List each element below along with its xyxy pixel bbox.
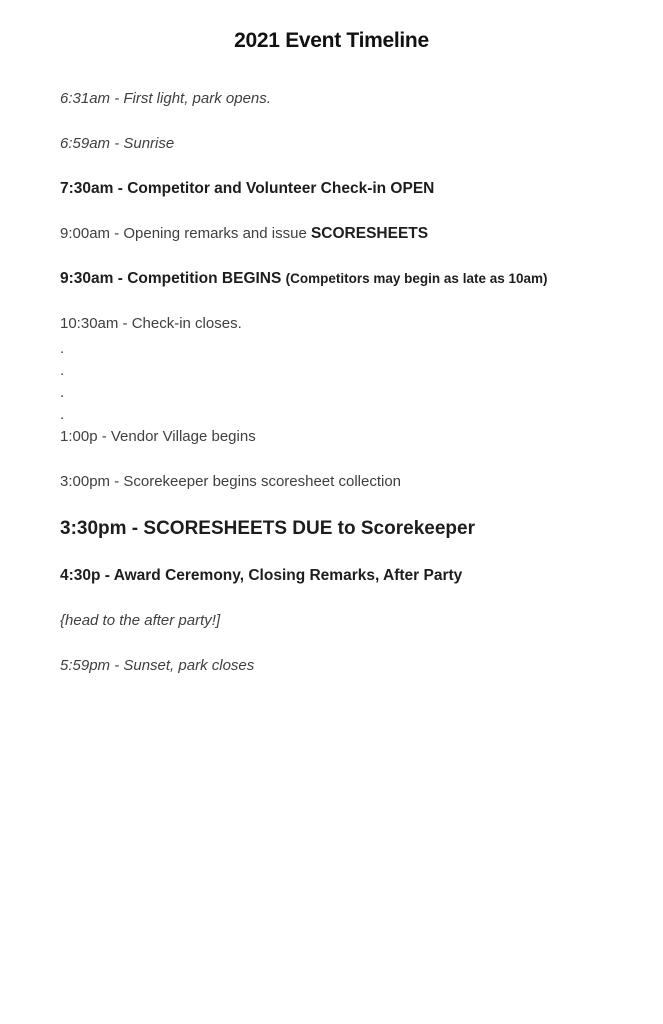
timeline-entry-text: 1:00p - Vendor Village begins xyxy=(60,428,256,445)
timeline-entry-text: 3:00pm - Scorekeeper begins scoresheet collection xyxy=(60,473,402,490)
timeline-entry xyxy=(60,517,603,540)
timeline-entry-text: 7:30am - Competitor and Volunteer Check-in OPEN xyxy=(60,180,435,197)
timeline-entry xyxy=(60,472,603,491)
timeline-entry-text: . xyxy=(60,362,65,379)
timeline-spacer-dot xyxy=(60,361,603,380)
timeline-entry-text: 9:30am - Competition BEGINS xyxy=(60,270,286,287)
timeline-entry-text: 4:30p - Award Ceremony, Closing Remarks, After Party xyxy=(60,567,463,584)
timeline-entry-text: . xyxy=(60,384,65,401)
timeline-entry xyxy=(60,179,603,198)
timeline-spacer-dot xyxy=(60,405,603,424)
timeline-entry-text: . xyxy=(60,406,65,423)
timeline-entry-text: SCORESHEETS xyxy=(310,225,429,242)
timeline-entry-text: 6:59am - Sunrise xyxy=(60,135,175,152)
timeline-entry-text: 9:00am - Opening remarks and issue xyxy=(60,225,311,242)
timeline-entry xyxy=(60,427,603,446)
timeline-spacer-dot xyxy=(60,383,603,402)
timeline-list xyxy=(60,89,603,675)
timeline-entry-text: {head to the after party!] xyxy=(60,612,221,629)
timeline-entry xyxy=(60,314,603,333)
timeline-entry xyxy=(60,611,603,630)
timeline-entry xyxy=(60,134,603,153)
timeline-entry xyxy=(60,566,603,585)
timeline-entry xyxy=(60,224,603,243)
timeline-entry-text: 10:30am - Check-in closes. xyxy=(60,315,242,332)
timeline-entry xyxy=(60,89,603,108)
timeline-entry-text: 5:59pm - Sunset, park closes xyxy=(60,657,255,674)
timeline-entry-text: . xyxy=(60,340,65,357)
page-title: 2021 Event Timeline xyxy=(234,29,429,52)
timeline-spacer-dot xyxy=(60,339,603,358)
timeline-entry-text: (Competitors may begin as late as 10am) xyxy=(285,271,548,286)
timeline-entry-text: 6:31am - First light, park opens. xyxy=(60,90,271,107)
timeline-entry xyxy=(60,656,603,675)
timeline-entry-text: 3:30pm - SCORESHEETS DUE to Scorekeeper xyxy=(60,518,475,539)
timeline-entry xyxy=(60,269,603,288)
